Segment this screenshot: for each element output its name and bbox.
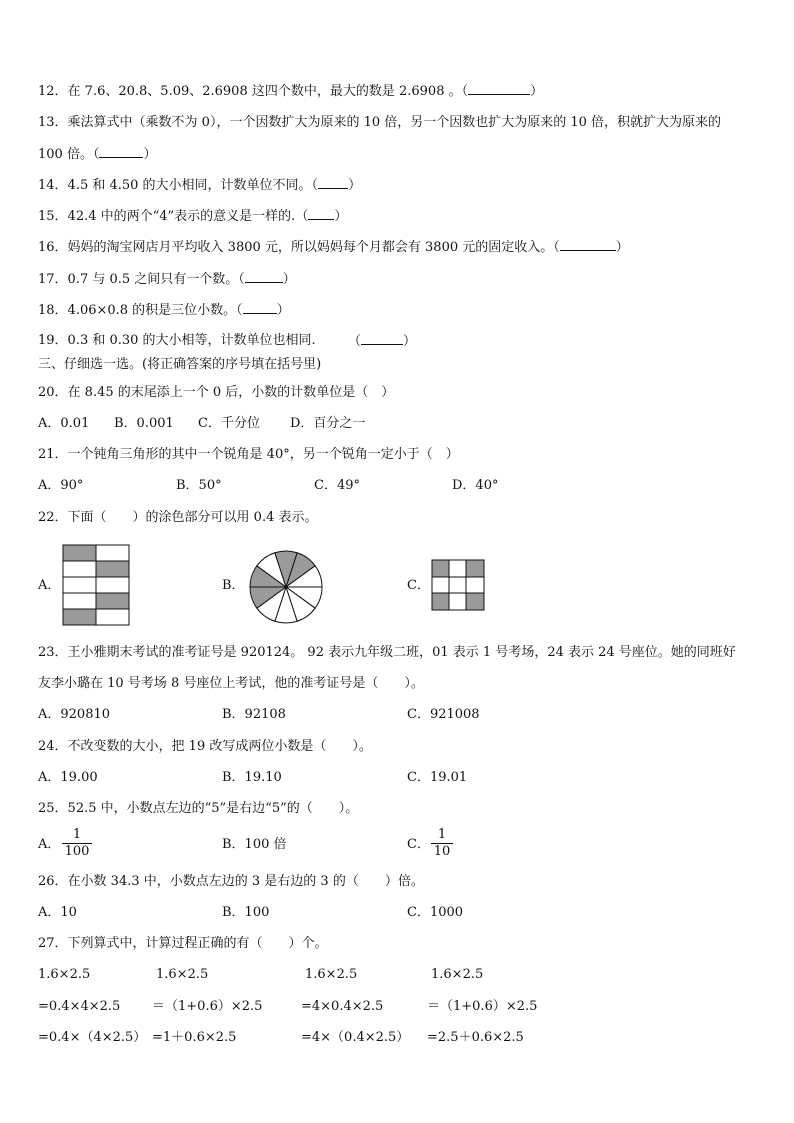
question-12-text: 12．在 7.6、20.8、5.09、2.6908 这四个数中，最大的数是 2.6908 。（ <box>38 84 469 99</box>
shaded-cell <box>96 593 129 609</box>
calc-1-line-3: =0.4×（4×2.5） <box>38 1030 147 1045</box>
option-c[interactable]: C．49° <box>314 478 360 493</box>
option-b[interactable]: B．100 <box>222 905 270 920</box>
question-27-stem: 27．下列算式中，计算过程正确的有（ ）个。 <box>38 936 328 951</box>
answer-blank[interactable] <box>245 270 283 283</box>
question-19-answer <box>348 332 416 351</box>
calc-4-line-3: =2.5＋0.6×2.5 <box>427 1030 524 1045</box>
option-a[interactable]: A．19.00 <box>38 770 98 785</box>
calc-4-line-2: ＝（1+0.6）×2.5 <box>427 999 538 1014</box>
answer-blank[interactable] <box>308 207 334 220</box>
question-22-stem: 22．下面（ ）的涂色部分可以用 0.4 表示。 <box>38 510 318 525</box>
option-c[interactable]: C． <box>407 837 430 852</box>
calc-2-line-3: =1＋0.6×2.5 <box>152 1030 237 1045</box>
close-paren: ） <box>403 334 417 349</box>
fraction-numerator: 1 <box>62 827 92 844</box>
option-c[interactable]: C． <box>407 578 430 593</box>
shaded-cell <box>432 593 449 610</box>
fraction-denominator: 100 <box>64 844 90 859</box>
shaded-cell <box>63 609 96 625</box>
open-paren: （ <box>348 334 362 349</box>
calc-3-line-2: =4×0.4×2.5 <box>301 999 384 1014</box>
calc-3-line-3: =4×（0.4×2.5） <box>301 1030 410 1045</box>
question-19-text: 19．0.3 和 0.30 的大小相等，计数单位也相同. <box>38 333 316 348</box>
fraction-one-hundredth <box>62 827 92 860</box>
option-b[interactable]: B．92108 <box>222 707 286 722</box>
option-b[interactable]: B．50° <box>176 478 222 493</box>
answer-blank[interactable] <box>318 176 348 189</box>
shaded-cell <box>96 561 129 577</box>
close-paren: ） <box>615 240 629 255</box>
answer-blank[interactable] <box>243 301 277 314</box>
close-paren: ） <box>348 178 362 193</box>
answer-blank[interactable] <box>468 82 530 95</box>
option-a[interactable]: A．0.01 <box>38 416 90 431</box>
question-14 <box>38 176 361 195</box>
option-d[interactable]: D．40° <box>452 478 499 493</box>
question-15 <box>38 207 347 226</box>
question-15-text: 15．42.4 中的两个“4”表示的意义是一样的.（ <box>38 209 309 224</box>
option-a[interactable]: A．10 <box>38 905 77 920</box>
question-23-line-1: 23．王小雅期末考试的准考证号是 920124。 92 表示九年级二班，01 表示 1 号考场，24 表示 24 号座位。她的同班好 <box>38 645 736 660</box>
question-17 <box>38 270 296 289</box>
option-a[interactable]: A． <box>38 578 61 593</box>
calc-1-line-2: =0.4×4×2.5 <box>38 999 121 1014</box>
question-18-text: 18．4.06×0.8 的积是三位小数。（ <box>38 303 243 318</box>
option-c[interactable]: C．千分位 <box>198 416 260 431</box>
close-paren: ） <box>334 209 348 224</box>
close-paren: ） <box>530 84 544 99</box>
answer-blank[interactable] <box>99 145 143 158</box>
close-paren: ） <box>143 147 157 162</box>
question-18 <box>38 301 290 320</box>
option-b[interactable]: B．100 倍 <box>222 837 287 852</box>
option-d[interactable]: D．百分之一 <box>290 416 366 431</box>
question-14-text: 14．4.5 和 4.50 的大小相同，计数单位不同。（ <box>38 178 319 193</box>
question-26-stem: 26．在小数 34.3 中，小数点左边的 3 是右边的 3 的（ ）倍。 <box>38 874 424 889</box>
question-23-line-2: 友李小璐在 10 号考场 8 号座位上考试，他的准考证号是（ ）。 <box>38 676 424 691</box>
question-16-text: 16．妈妈的淘宝网店月平均收入 3800 元，所以妈妈每个月都会有 3800 元的固定收入。（ <box>38 240 560 255</box>
option-a[interactable]: A．90° <box>38 478 84 493</box>
calc-4-line-1: 1.6×2.5 <box>431 967 484 982</box>
shaded-cell <box>466 560 484 577</box>
option-c[interactable]: C．1000 <box>407 905 464 920</box>
section-heading: 三、仔细选一选。(将正确答案的序号填在括号里) <box>38 357 322 372</box>
answer-blank[interactable] <box>560 238 616 251</box>
option-c[interactable]: C．19.01 <box>407 770 468 785</box>
question-12 <box>38 82 543 101</box>
circle-figure-b <box>248 549 324 625</box>
option-b[interactable]: B．0.001 <box>114 416 174 431</box>
answer-blank[interactable] <box>361 332 403 345</box>
close-paren: ） <box>276 303 290 318</box>
option-b[interactable]: B．19.10 <box>222 770 282 785</box>
question-24-stem: 24．不改变数的大小，把 19 改写成两位小数是（ ）。 <box>38 739 372 754</box>
close-paren: ） <box>282 272 296 287</box>
question-16 <box>38 238 629 257</box>
shaded-cell <box>63 545 96 561</box>
question-13-line-2 <box>38 145 156 164</box>
calc-2-line-2: ＝（1+0.6）×2.5 <box>152 999 263 1014</box>
option-a[interactable]: A． <box>38 837 61 852</box>
option-a[interactable]: A．920810 <box>38 707 111 722</box>
fraction-one-tenth <box>431 827 453 860</box>
shaded-cell <box>466 593 484 610</box>
question-25-stem: 25．52.5 中，小数点左边的“5”是右边“5”的（ ）。 <box>38 801 359 816</box>
question-13-line-1: 13．乘法算式中（乘数不为 0），一个因数扩大为原来的 10 倍，另一个因数也扩大为原来的 10 倍，积就扩大为原来的 <box>38 115 722 130</box>
question-21-stem: 21．一个钝角三角形的其中一个锐角是 40°，另一个锐角一定小于（ ） <box>38 447 459 462</box>
grid-figure-a <box>62 544 130 626</box>
fraction-numerator: 1 <box>431 827 453 844</box>
calc-3-line-1: 1.6×2.5 <box>305 967 358 982</box>
grid-figure-c <box>431 559 485 611</box>
fraction-denominator: 10 <box>433 844 451 859</box>
shaded-cell <box>432 560 449 577</box>
calc-1-line-1: 1.6×2.5 <box>38 967 91 982</box>
option-c[interactable]: C．921008 <box>407 707 480 722</box>
calc-2-line-1: 1.6×2.5 <box>156 967 209 982</box>
option-b[interactable]: B． <box>222 578 245 593</box>
question-20-stem: 20．在 8.45 的末尾添上一个 0 后，小数的计数单位是（ ） <box>38 385 395 400</box>
question-19 <box>38 332 316 350</box>
question-17-text: 17．0.7 与 0.5 之间只有一个数。（ <box>38 272 245 287</box>
question-13-text: 100 倍。（ <box>38 147 100 162</box>
